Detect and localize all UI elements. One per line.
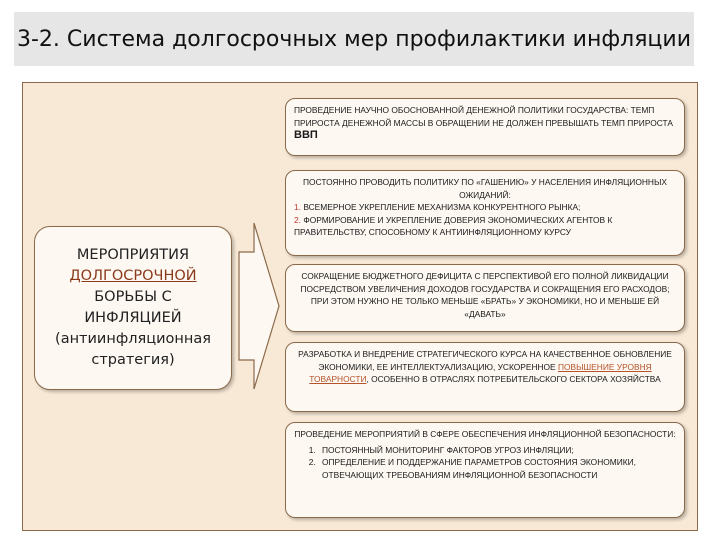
item-number: 2. [294,214,301,225]
measure-text-money-policy: ПРОВЕДЕНИЕ НАУЧНО ОБОСНОВАННОЙ ДЕНЕЖНОЙ ПОЛИТИКИ ГОСУДАРСТВА: ТЕМП ПРИРОСТА ДЕНЕЖНОЙ МАССЫ В ОБРАЩЕНИИ НЕ ДОЛЖЕН ПРЕВЫШАТЬ ТЕМП ПРИРОСТА [294,105,673,128]
strategy-line-6: стратегия) [91,352,175,368]
strategy-box [34,226,232,390]
measure-box-budget-deficit [285,264,685,332]
list-item: 1. ПОСТОЯННЫЙ МОНИТОРИНГ ФАКТОРОВ УГРОЗ ИНФЛЯЦИИ; [318,444,676,457]
item-text: ФОРМИРОВАНИЕ И УКРЕПЛЕНИЕ ДОВЕРИЯ ЭКОНОМИЧЕСКИХ АГЕНТОВ К ПРАВИТЕЛЬСТВУ, СПОСОБНОМУ К АНТИИНФЛЯЦИОННОМУ КУРСУ [294,214,613,237]
expectations-item-2 [294,214,676,239]
item-text: ВСЕМЕРНОЕ УКРЕПЛЕНИЕ МЕХАНИЗМА КОНКУРЕНТНОГО РЫНКА; [303,202,581,212]
measure-intro-expectations: ПОСТОЯННО ПРОВОДИТЬ ПОЛИТИКУ ПО «ГАШЕНИЮ» У НАСЕЛЕНИЯ ИНФЛЯЦИОННЫХ ОЖИДАНИЙ: [303,177,667,200]
measure-box-strategic-course [285,342,685,412]
list-item: 2. ОПРЕДЕЛЕНИЕ И ПОДДЕРЖАНИЕ ПАРАМЕТРОВ СОСТОЯНИЯ ЭКОНОМИКИ, ОТВЕЧАЮЩИХ ТРЕБОВАНИЯМ ИНФЛЯЦИОННОЙ БЕЗОПАСНОСТИ [318,456,676,481]
right-arrow-icon [238,222,280,390]
measure-text-strategic-before: РАЗРАБОТКА И ВНЕДРЕНИЕ СТРАТЕГИЧЕСКОГО КУРСА НА КАЧЕСТВЕННОЕ ОБНОВЛЕНИЕ ЭКОНОМИКИ, ЕЕ ИНТЕЛЛЕКТУАЛИЗАЦИЮ, УСКОРЕННОЕ [298,349,672,372]
strategy-line-1: МЕРОПРИЯТИЯ [76,247,190,263]
measure-box-inflation-security [285,422,685,518]
measure-box-money-policy [285,98,685,156]
page-title: 3-2. Система долгосрочных мер профилактики инфляции [16,26,692,52]
measure-intro-inflation-security: ПРОВЕДЕНИЕ МЕРОПРИЯТИЙ В СФЕРЕ ОБЕСПЕЧЕНИЯ ИНФЛЯЦИОННОЙ БЕЗОПАСНОСТИ: [294,429,676,439]
measure-box-expectations [285,170,685,256]
measure-text-budget-deficit: СОКРАЩЕНИЕ БЮДЖЕТНОГО ДЕФИЦИТА С ПЕРСПЕКТИВОЙ ЕГО ПОЛНОЙ ЛИКВИДАЦИИ ПОСРЕДСТВОМ УВЕЛИЧЕНИЯ ДОХОДОВ ГОСУДАРСТВА И СОКРАЩЕНИЯ ЕГО РАСХОДОВ; ПРИ ЭТОМ НУЖНО НЕ ТОЛЬКО МЕНЬШЕ «БРАТЬ» У ЭКОНОМИКИ, НО И МЕНЬШЕ ЕЙ «ДАВАТЬ» [300,271,670,319]
strategy-line-3: БОРЬБЫ С [94,289,172,305]
marketability-link[interactable]: ПОВЫШЕНИЕ УРОВНЯ ТОВАРНОСТИ [309,361,652,384]
strategy-line-2: ДОЛГОСРОЧНОЙ [69,268,197,284]
security-measures-list [294,444,676,482]
title-bar [14,12,694,66]
strategy-line-5: (антиинфляционная [55,331,211,347]
gdp-label: ВВП [294,129,318,141]
strategy-line-4: ИНФЛЯЦИЕЙ [84,310,182,326]
expectations-item-1 [294,201,676,214]
measure-text-strategic-after: , ОСОБЕННО В ОТРАСЛЯХ ПОТРЕБИТЕЛЬСКОГО СЕКТОРА ХОЗЯЙСТВА [366,374,661,384]
item-number: 1. [294,202,301,212]
